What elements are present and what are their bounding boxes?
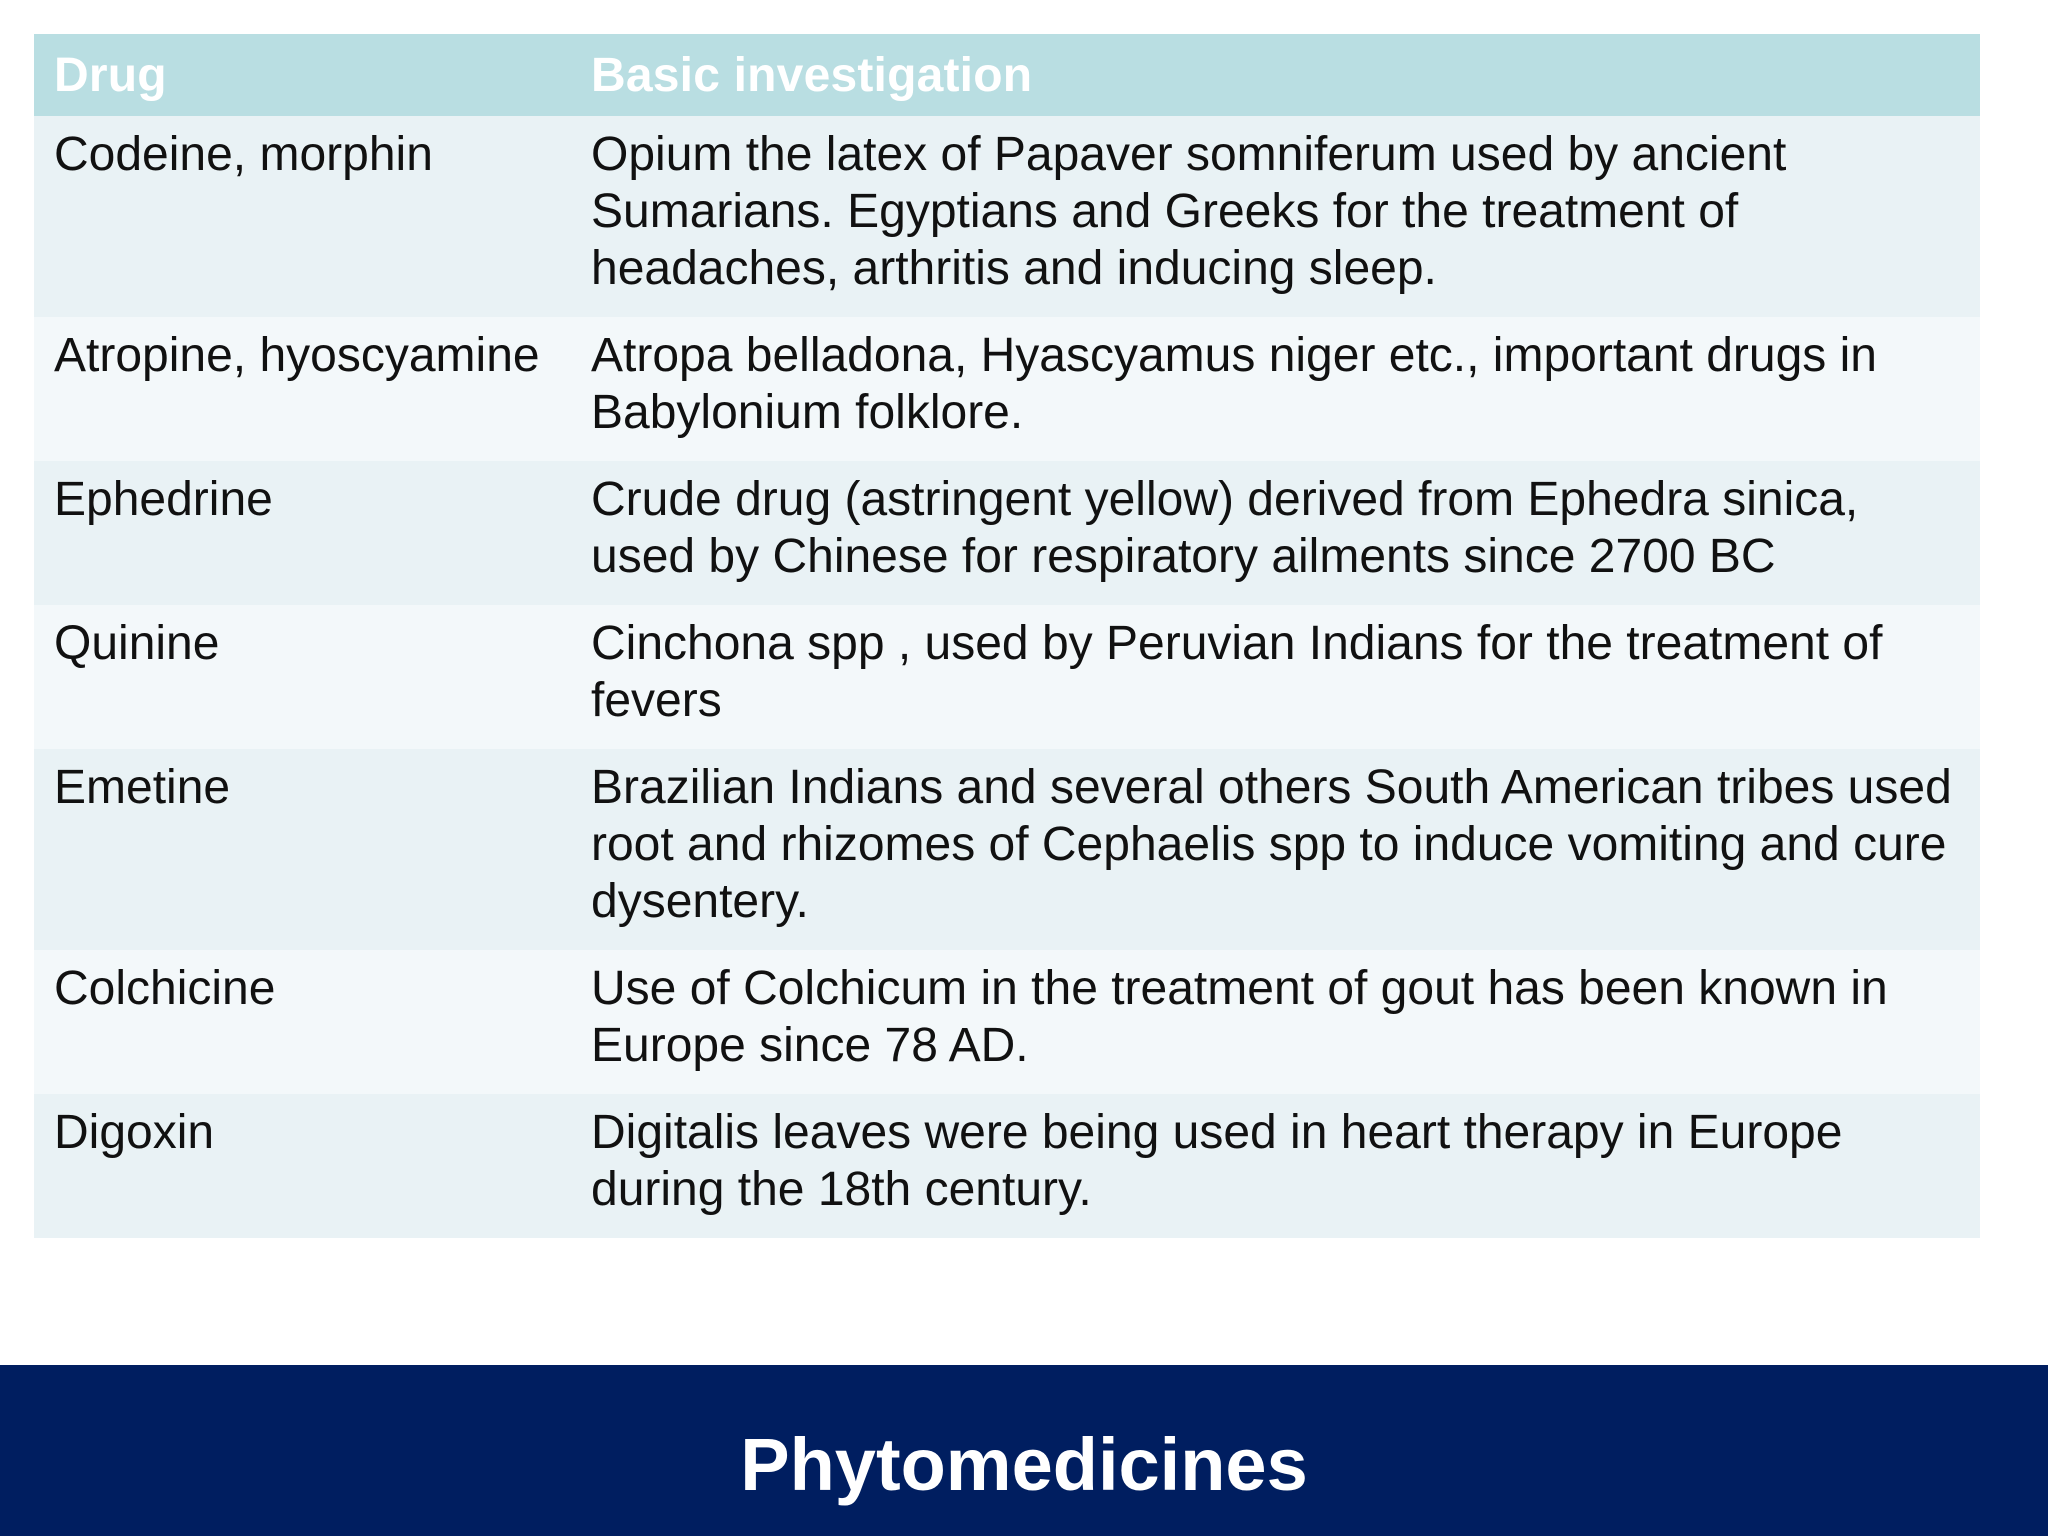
drug-cell: Emetine [34, 749, 571, 950]
table-row [34, 116, 1980, 317]
table-row [34, 749, 1980, 950]
drug-cell: Ephedrine [34, 461, 571, 605]
investigation-cell: Brazilian Indians and several others South American tribes used root and rhizomes of Cephaelis spp to induce vomiting and cure dysentery. [571, 749, 1980, 950]
drug-table [34, 34, 1980, 1238]
table-row [34, 317, 1980, 461]
drug-cell: Colchicine [34, 950, 571, 1094]
investigation-cell: Use of Colchicum in the treatment of gout has been known in Europe since 78 AD. [571, 950, 1980, 1094]
drug-cell: Digoxin [34, 1094, 571, 1238]
table-row [34, 461, 1980, 605]
investigation-cell: Opium the latex of Papaver somniferum used by ancient Sumarians. Egyptians and Greeks for the treatment of headaches, arthritis and inducing sleep. [571, 116, 1980, 317]
table-header-row [34, 34, 1980, 116]
footer-title: Phytomedicines [740, 1423, 1308, 1506]
table-row [34, 1094, 1980, 1238]
table-row [34, 950, 1980, 1094]
header-drug: Drug [34, 34, 571, 116]
investigation-cell: Cinchona spp , used by Peruvian Indians for the treatment of fevers [571, 605, 1980, 749]
drug-cell: Codeine, morphin [34, 116, 571, 317]
investigation-cell: Digitalis leaves were being used in heart therapy in Europe during the 18th century. [571, 1094, 1980, 1238]
table-row [34, 605, 1980, 749]
investigation-cell: Atropa belladona, Hyascyamus niger etc., important drugs in Babylonium folklore. [571, 317, 1980, 461]
drug-cell: Atropine, hyoscyamine [34, 317, 571, 461]
drug-table-container [34, 34, 1980, 1238]
investigation-cell: Crude drug (astringent yellow) derived from Ephedra sinica, used by Chinese for respiratory ailments since 2700 BC [571, 461, 1980, 605]
drug-cell: Quinine [34, 605, 571, 749]
header-basic-investigation: Basic investigation [571, 34, 1980, 116]
